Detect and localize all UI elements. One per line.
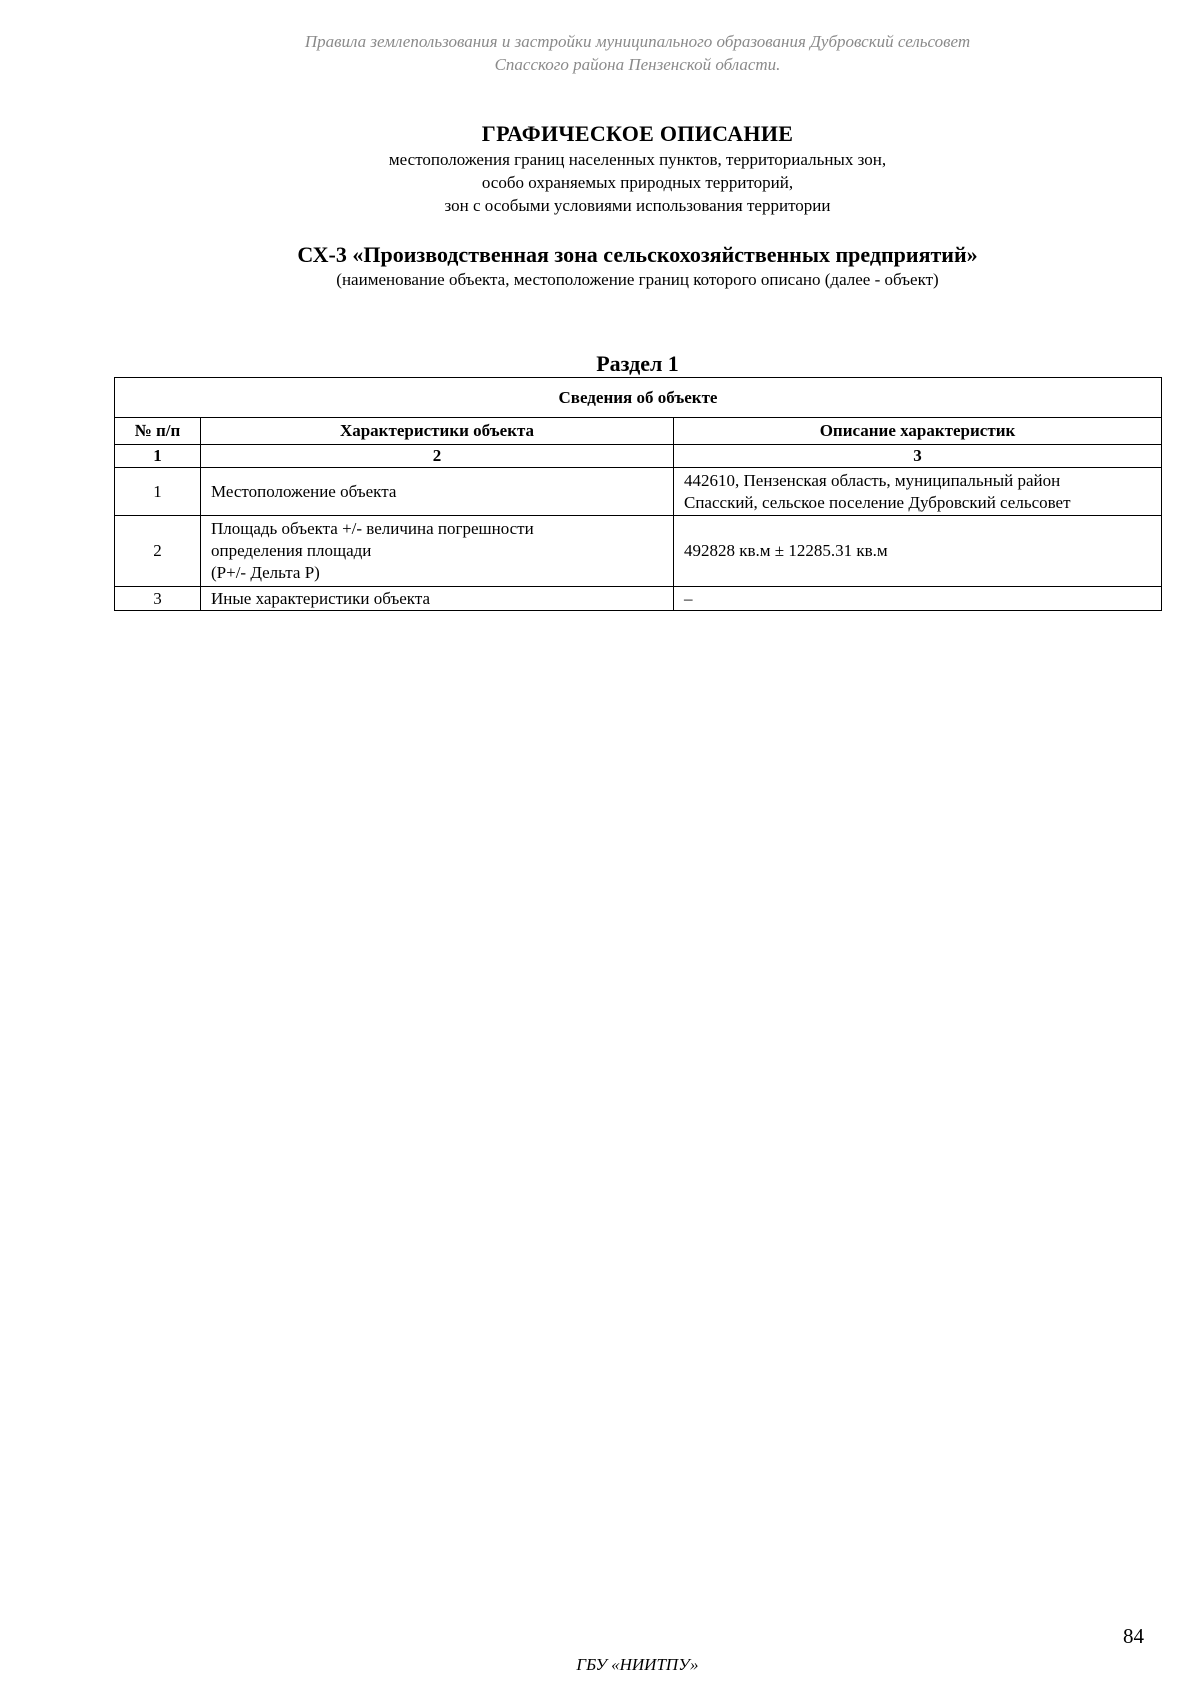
row-2-characteristic-line-3: (P+/- Дельта P)	[211, 563, 320, 582]
column-number-2: 2	[201, 445, 674, 468]
running-header-line-1: Правила землепользования и застройки муниципального образования Дубровский сельсовет	[304, 32, 971, 51]
table-row	[115, 516, 1162, 587]
column-number-3: 3	[674, 445, 1162, 468]
table-caption: Сведения об объекте	[115, 378, 1162, 418]
row-1-number: 1	[115, 468, 201, 516]
table-caption-row	[115, 378, 1162, 418]
table-header-row	[115, 418, 1162, 445]
document-subtitle-line-1: местоположения границ населенных пунктов, территориальных зон,	[388, 150, 887, 169]
row-3-number: 3	[115, 587, 201, 611]
table-column-numbers-row	[115, 445, 1162, 468]
running-header	[0, 30, 1200, 76]
row-2-description	[674, 516, 1162, 587]
row-2-characteristic-line-1: Площадь объекта +/- величина погрешности	[211, 519, 534, 538]
header-description: Описание характеристик	[674, 418, 1162, 445]
object-name: СХ-3 «Производственная зона сельскохозяйственных предприятий»	[297, 242, 978, 267]
title-block	[0, 120, 1200, 217]
row-2-number: 2	[115, 516, 201, 587]
section-title: Раздел 1	[596, 351, 679, 376]
object-caption: (наименование объекта, местоположение границ которого описано (далее - объект)	[336, 270, 939, 289]
document-subtitle-line-2: особо охраняемых природных территорий,	[481, 173, 794, 192]
row-3-characteristic	[201, 587, 674, 611]
running-header-line-2: Спасского района Пензенской области.	[494, 55, 781, 74]
row-1-characteristic	[201, 468, 674, 516]
row-1-description-line-2: Спасский, сельское поселение Дубровский сельсовет	[684, 492, 1071, 512]
document-subtitle-line-3: зон с особыми условиями использования территории	[444, 196, 831, 215]
column-number-1: 1	[115, 445, 201, 468]
row-1-characteristic-line: Местоположение объекта	[211, 481, 397, 501]
table-row	[115, 468, 1162, 516]
table-row	[115, 587, 1162, 611]
row-3-description	[674, 587, 1162, 611]
row-1-description	[674, 468, 1162, 516]
row-3-characteristic-line: Иные характеристики объекта	[211, 588, 431, 608]
object-block	[0, 241, 1200, 291]
row-2-characteristic-line-2: определения площади	[211, 541, 372, 560]
header-number: № п/п	[115, 418, 201, 445]
row-3-description-line: –	[684, 588, 693, 608]
page-number: 84	[1123, 1624, 1144, 1648]
header-characteristic: Характеристики объекта	[201, 418, 674, 445]
row-1-description-line-1: 442610, Пензенская область, муниципальный район	[684, 470, 1061, 490]
footer-organization: ГБУ «НИИТПУ»	[576, 1655, 699, 1674]
object-info-table	[114, 377, 1162, 611]
document-title: ГРАФИЧЕСКОЕ ОПИСАНИЕ	[481, 121, 794, 146]
row-2-description-line: 492828 кв.м ± 12285.31 кв.м	[684, 541, 888, 560]
row-2-characteristic	[201, 516, 674, 587]
